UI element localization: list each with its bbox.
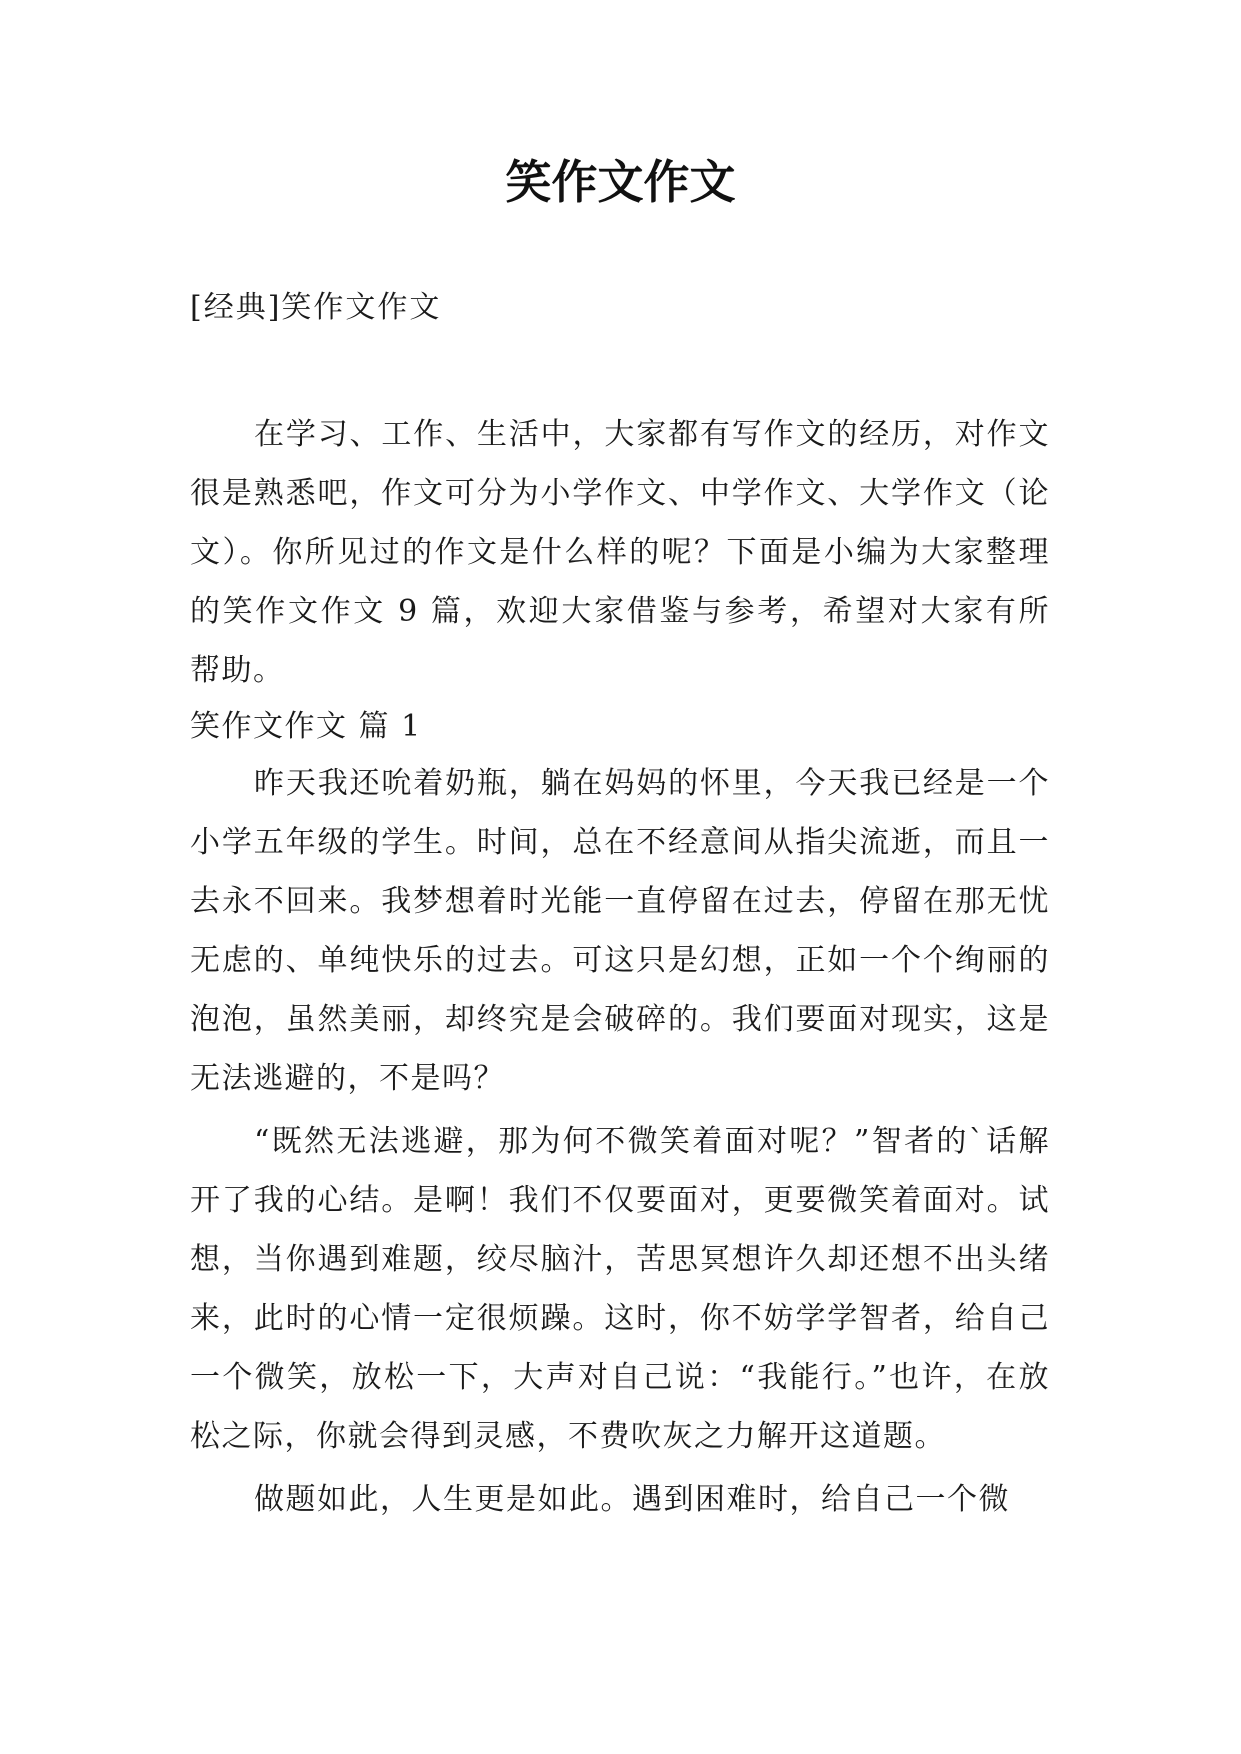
document-body [190,405,1050,1529]
section-heading: 笑作文作文 篇 1 [190,709,422,744]
document-subtitle: [经典]笑作文作文 [190,290,442,325]
body-paragraph: 做题如此，人生更是如此。遇到困难时，给自己一个微 [254,1482,1010,1517]
intro-paragraph: 在学习、工作、生活中，大家都有写作文的经历，对作文很是熟悉吧，作文可分为小学作文、中学作文、大学作文（论文）。你所见过的作文是什么样的呢？下面是小编为大家整理的笑作文作文 9 篇，欢迎大家借鉴与参考，希望对大家有所帮助。 [190,417,1050,688]
body-paragraph: 昨天我还吮着奶瓶，躺在妈妈的怀里，今天我已经是一个小学五年级的学生。时间，总在不经意间从指尖流逝，而且一去永不回来。我梦想着时光能一直停留在过去，停留在那无忧无虑的、单纯快乐的过去。可这只是幻想，正如一个个绚丽的泡泡，虽然美丽，却终究是会破碎的。我们要面对现实，这是无法逃避的，不是吗？ [190,766,1050,1096]
document-title: 笑作文作文 [505,155,736,209]
body-paragraph: “既然无法逃避，那为何不微笑着面对呢？”智者的`话解开了我的心结。是啊！我们不仅要面对，更要微笑着面对。试想，当你遇到难题，绞尽脑汁，苦思冥想许久却还想不出头绪来，此时的心情一定很烦躁。这时，你不妨学学智者，给自己一个微笑，放松一下，大声对自己说：“我能行。”也许，在放松之际，你就会得到灵感，不费吹灰之力解开这道题。 [190,1124,1050,1454]
